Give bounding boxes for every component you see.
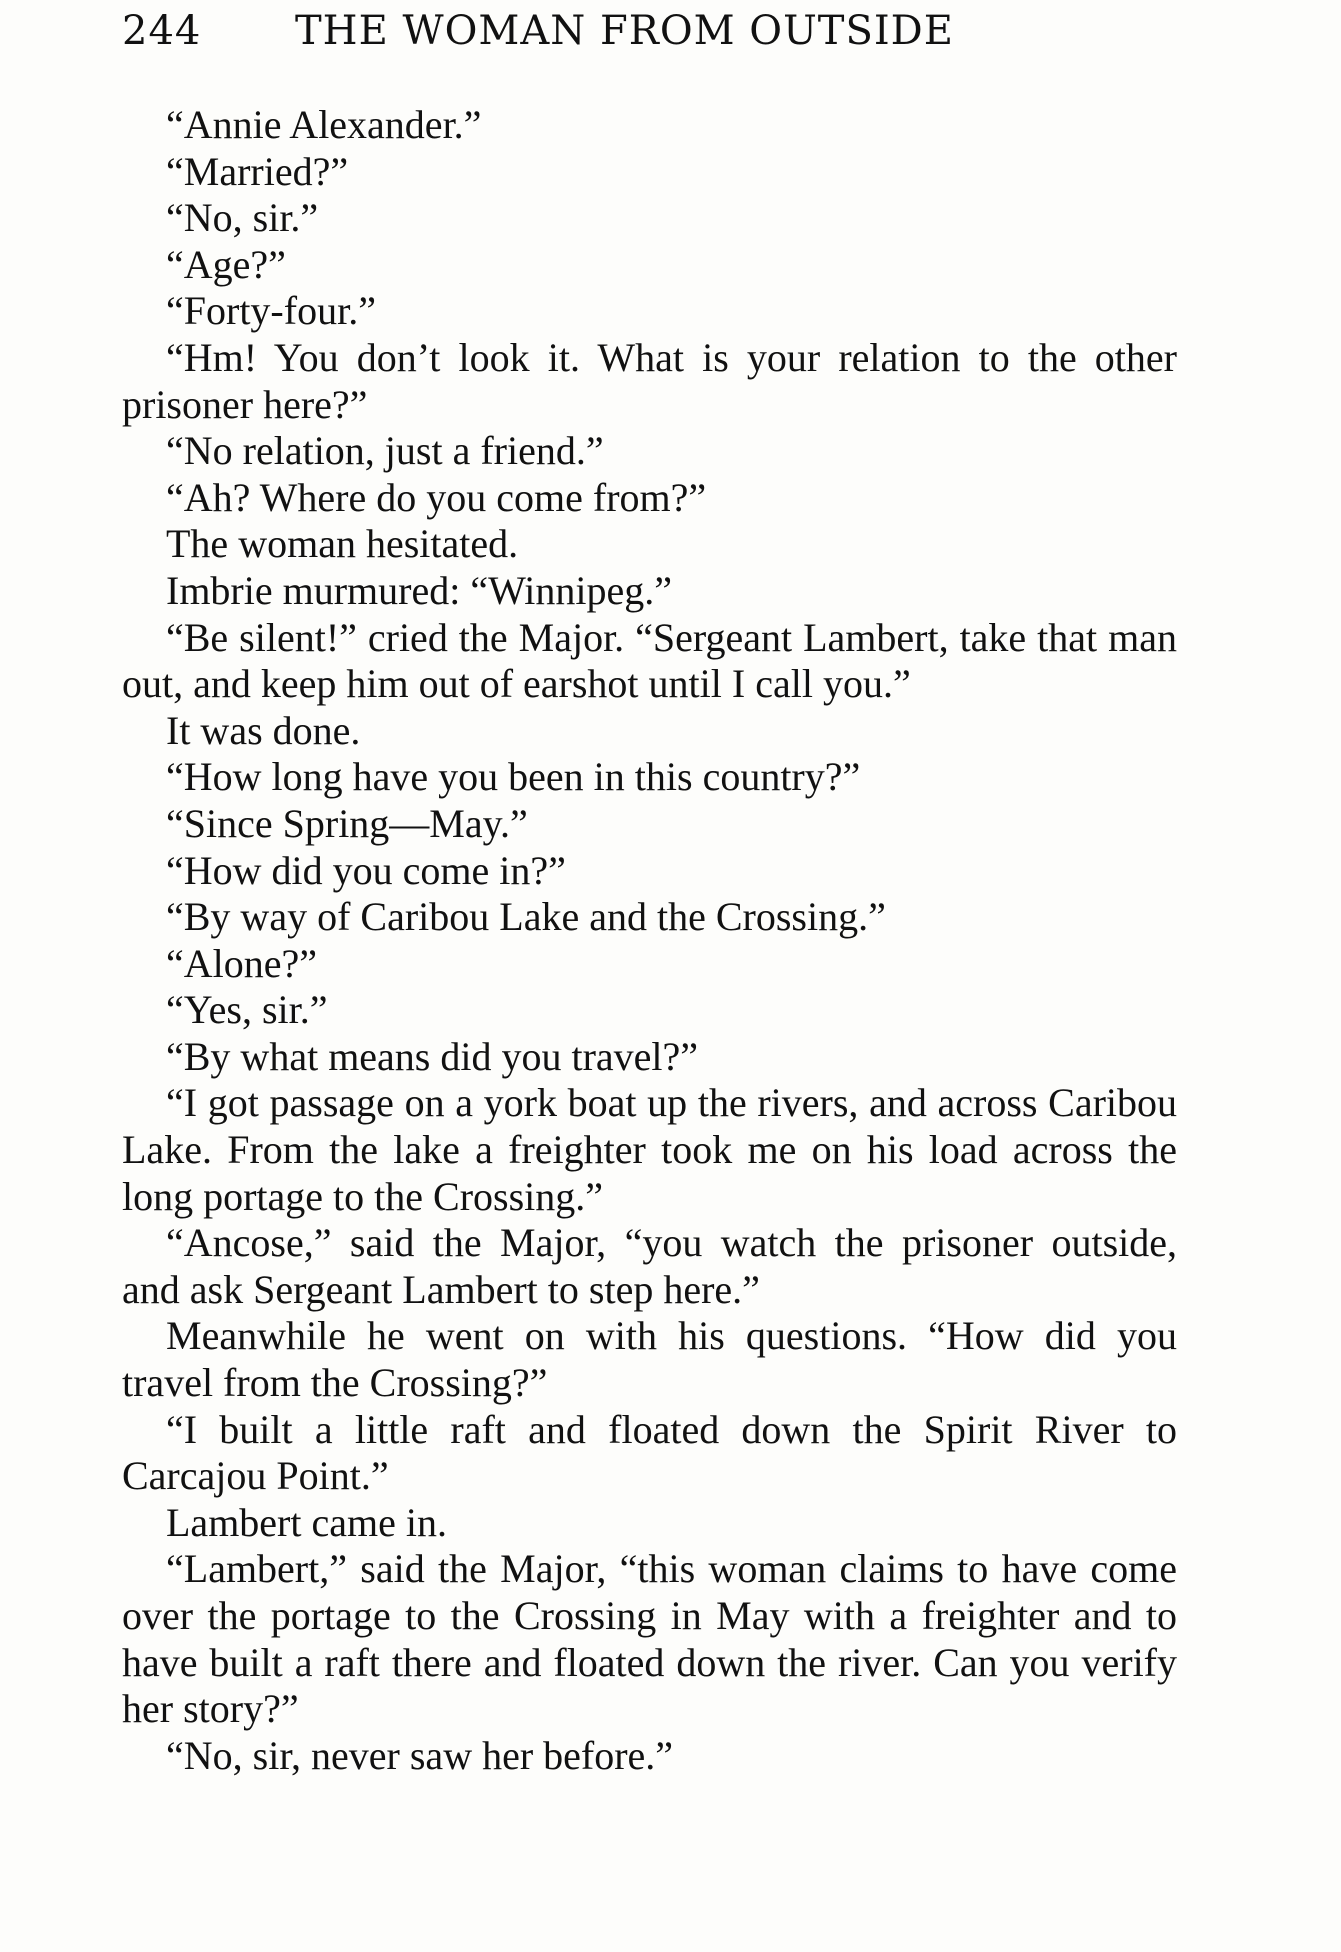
paragraph: “Lambert,” said the Major, “this woman claims to have come over the portage to the Crossing in May with a freighter and to have built a raft there and floated down the river. Can you verify her story?” [122,1546,1177,1732]
paragraph: “Ancose,” said the Major, “you watch the prisoner outside, and ask Sergeant Lambert to step here.” [122,1220,1177,1312]
page-number: 244 [122,8,202,54]
paragraph: “Alone?” [166,940,318,986]
paragraph: “Married?” [166,148,349,194]
page-header [122,8,1222,68]
paragraph: “Forty-four.” [166,288,376,334]
paragraph: “No, sir, never saw her before.” [166,1732,674,1778]
paragraph: “By what means did you travel?” [166,1033,699,1079]
paragraph: “I got passage on a york boat up the rivers, and across Caribou Lake. From the lake a freighter took me on his load across the long portage to the Crossing.” [122,1080,1177,1219]
paragraph: “Be silent!” cried the Major. “Sergeant Lambert, take that man out, and keep him out of earshot until I call you.” [122,614,1177,707]
paragraph: “No relation, just a friend.” [166,428,604,474]
paragraph: “I built a little raft and floated down the Spirit River to Carcajou Point.” [122,1406,1177,1499]
paragraph: “Age?” [166,241,286,287]
paragraph: “Ah? Where do you come from?” [166,474,707,520]
running-title: THE WOMAN FROM OUTSIDE [295,8,954,54]
paragraph: “Yes, sir.” [166,987,328,1033]
paragraph: “Since Spring—May.” [166,800,528,846]
paragraph: “Annie Alexander.” [166,102,482,147]
paragraph: Lambert came in. [166,1499,447,1545]
paragraph: “By way of Caribou Lake and the Crossing.” [166,894,886,940]
body-text [122,102,1177,1779]
paragraph: “Hm! You don’t look it. What is your relation to the other prisoner here?” [122,334,1177,427]
paragraph: “No, sir.” [166,195,319,241]
paragraph: Imbrie murmured: “Winnipeg.” [166,567,672,613]
paragraph: It was done. [166,707,361,753]
paragraph: Meanwhile he went on with his questions. “How did you travel from the Crossing?” [122,1313,1177,1406]
paragraph: “How did you come in?” [166,847,566,893]
paragraph: “How long have you been in this country?” [166,754,861,800]
paragraph: The woman hesitated. [166,521,519,567]
